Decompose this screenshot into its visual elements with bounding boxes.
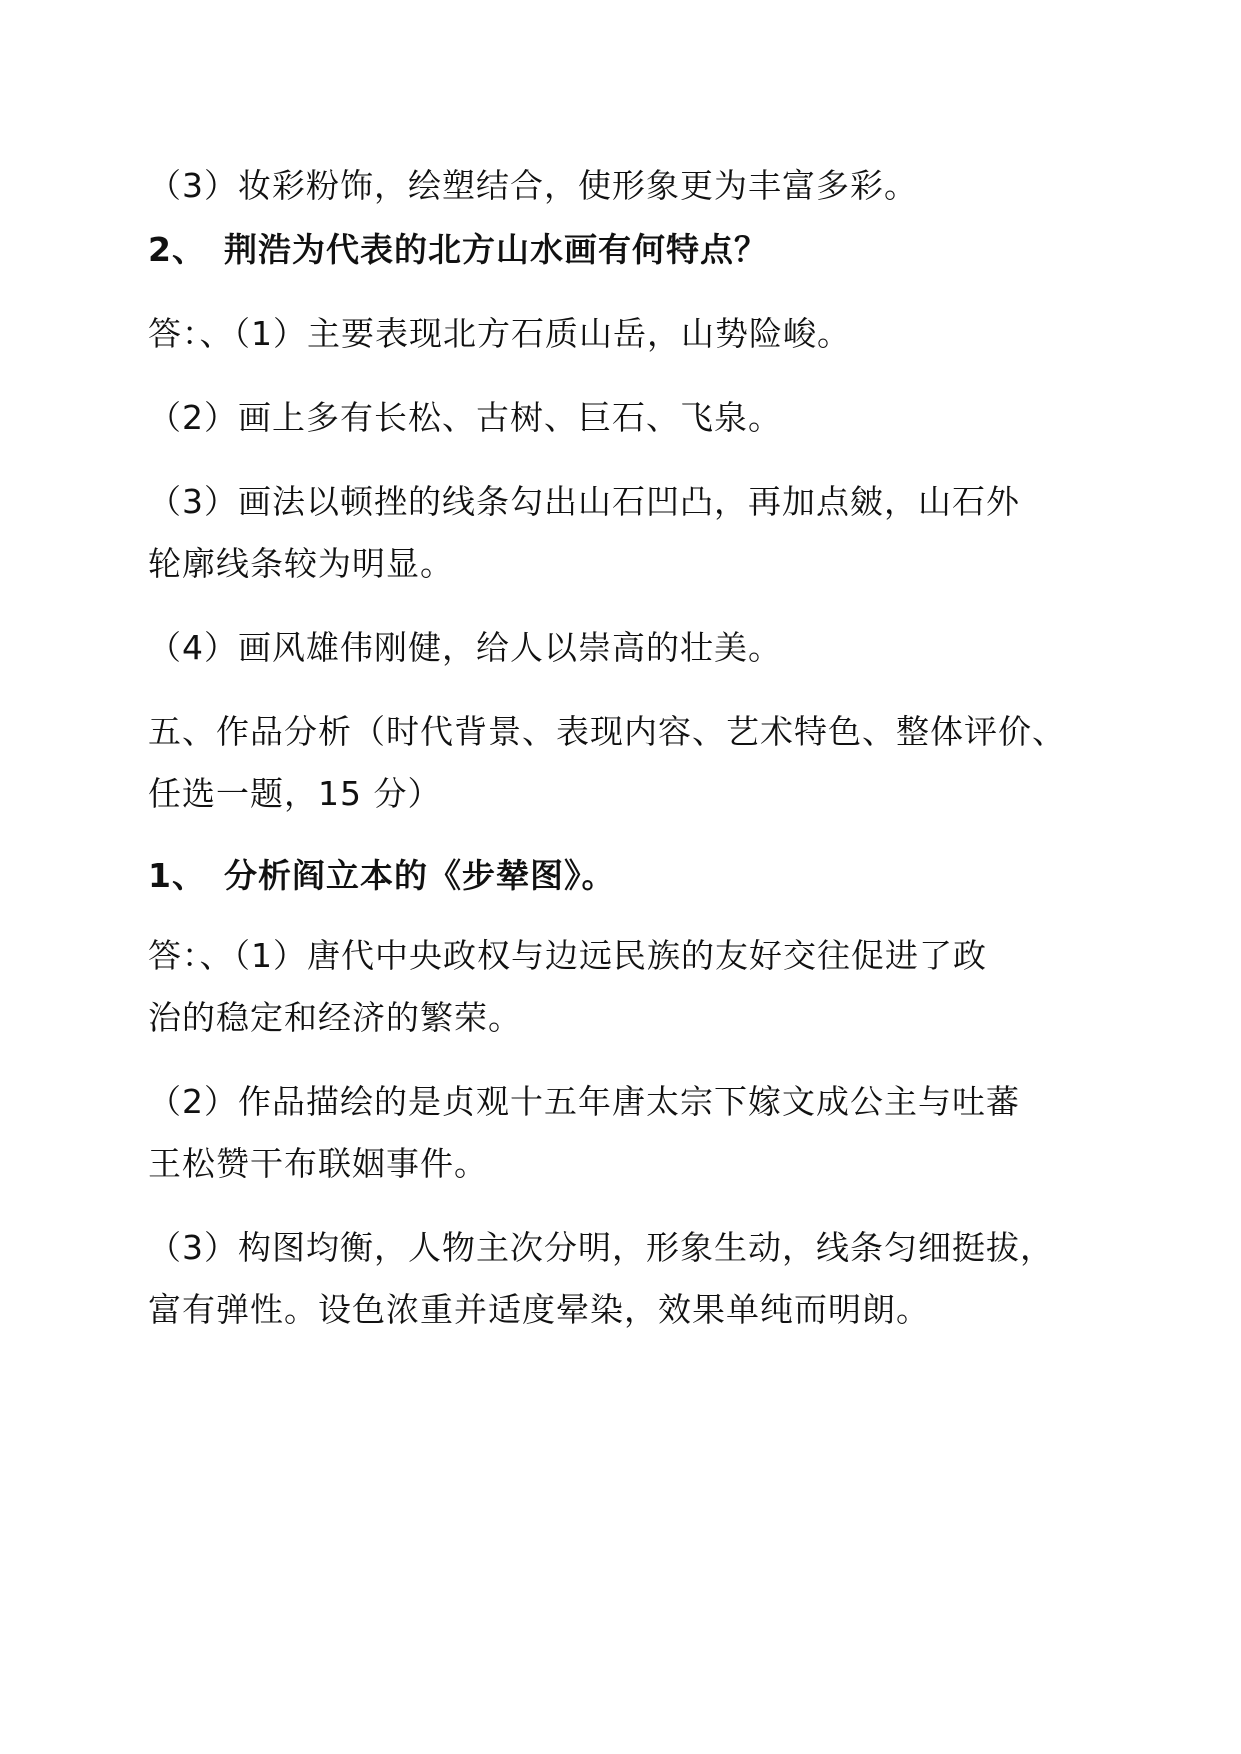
answer-q2-point4: （4）画风雄伟刚健，给人以崇高的壮美。 (148, 628, 782, 667)
question-text: 荆浩为代表的北方山水画有何特点？ (224, 230, 768, 269)
question-heading-1 (148, 856, 1108, 896)
question-number: 1、 (148, 856, 206, 895)
answer-q1-point3-line1: （3）构图均衡，人物主次分明，形象生动，线条匀细挺拔， (148, 1228, 1054, 1267)
paragraph-section4-q1-point3: （3）妆彩粉饰，绘塑结合，使形象更为丰富多彩。 (148, 166, 918, 205)
answer-q2-point3-line1: （3）画法以顿挫的线条勾出山石凹凸，再加点皴，山石外 (148, 482, 1020, 521)
answer-q2-point1: 答：、（1）主要表现北方石质山岳，山势险峻。 (148, 314, 851, 353)
answer-q1-point2-line1: （2）作品描绘的是贞观十五年唐太宗下嫁文成公主与吐蕃 (148, 1082, 1020, 1121)
answer-q2-point2: （2）画上多有长松、古树、巨石、飞泉。 (148, 398, 782, 437)
section-five-heading-line1: 五、作品分析（时代背景、表现内容、艺术特色、整体评价、 (148, 712, 1066, 751)
question-heading-2 (148, 230, 1108, 270)
question-number: 2、 (148, 230, 206, 269)
answer-q1-point1-line1: 答：、（1）唐代中央政权与边远民族的友好交往促进了政 (148, 936, 987, 975)
answer-q1-point2-line2: 王松赞干布联姻事件。 (148, 1144, 488, 1183)
section-five-heading-line2: 任选一题，15 分） (148, 774, 442, 813)
question-text: 分析阎立本的《步辇图》。 (224, 856, 616, 895)
answer-q1-point1-line2: 治的稳定和经济的繁荣。 (148, 998, 522, 1037)
answer-q2-point3-line2: 轮廓线条较为明显。 (148, 544, 454, 583)
answer-q1-point3-line2: 富有弹性。设色浓重并适度晕染，效果单纯而明朗。 (148, 1290, 930, 1329)
